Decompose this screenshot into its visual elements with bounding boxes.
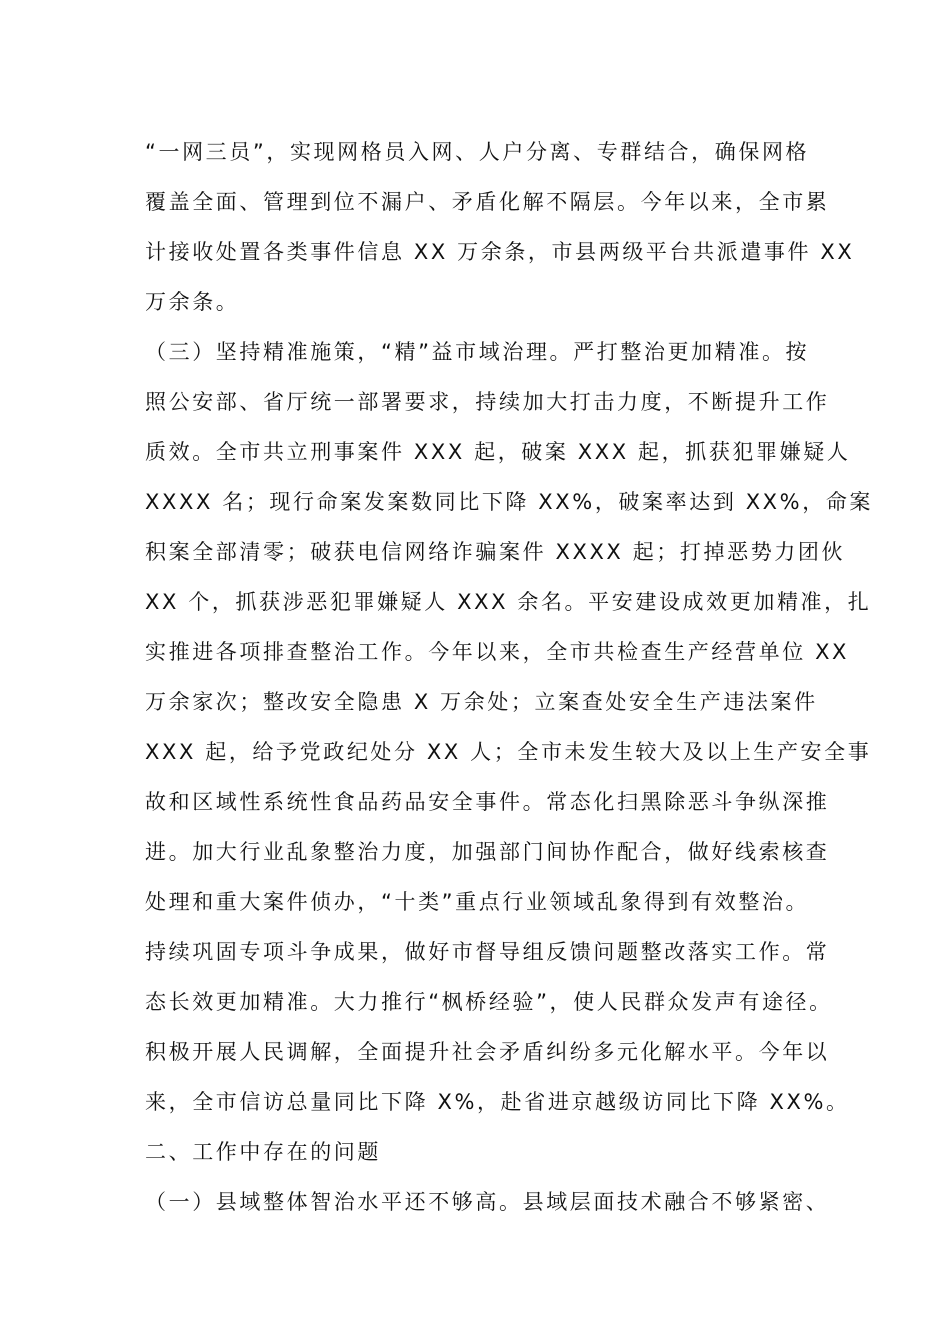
text-line: 计接收处置各类事件信息 XX 万余条，市县两级平台共派遣事件 XX — [145, 240, 855, 264]
text-line: 处理和重大案件侦办，“十类”重点行业领域乱象得到有效整治。 — [145, 890, 810, 914]
text-line: 持续巩固专项斗争成果，做好市督导组反馈问题整改落实工作。常 — [145, 940, 830, 964]
text-line: XXXX 名；现行命案发案数同比下降 XX%，破案率达到 XX%，命案 — [145, 490, 874, 514]
text-line: 万余家次；整改安全隐患 X 万余处；立案查处安全生产违法案件 — [145, 690, 818, 714]
text-line: 照公安部、省厅统一部署要求，持续加大打击力度，不断提升工作 — [145, 390, 830, 414]
text-line: 积案全部清零；破获电信网络诈骗案件 XXXX 起；打掉恶势力团伙 — [145, 540, 846, 564]
text-line: 实推进各项排查整治工作。今年以来，全市共检查生产经营单位 XX — [145, 640, 850, 664]
subsection-heading-1: （一）县域整体智治水平还不够高。县域层面技术融合不够紧密、 — [145, 1190, 830, 1214]
text-line: “一网三员”，实现网格员入网、人户分离、专群结合，确保网格 — [145, 140, 810, 164]
text-line: 来，全市信访总量同比下降 X%，赴省进京越级访同比下降 XX%。 — [145, 1090, 850, 1114]
section-heading-3: （三）坚持精准施策，“精”益市域治理。严打整治更加精准。按 — [145, 340, 810, 364]
text-line: 态长效更加精准。大力推行“枫桥经验”，使人民群众发声有途径。 — [145, 990, 833, 1014]
text-line: 覆盖全面、管理到位不漏户、矛盾化解不隔层。今年以来，全市累 — [145, 190, 830, 214]
text-line: 故和区域性系统性食品药品安全事件。常态化扫黑除恶斗争纵深推 — [145, 790, 830, 814]
section-heading-2: 二、工作中存在的问题 — [145, 1140, 381, 1164]
text-line: 进。加大行业乱象整治力度，加强部门间协作配合，做好线索核查 — [145, 840, 830, 864]
text-line: XXX 起，给予党政纪处分 XX 人；全市未发生较大及以上生产安全事 — [145, 740, 872, 764]
text-line: 质效。全市共立刑事案件 XXX 起，破案 XXX 起，抓获犯罪嫌疑人 — [145, 440, 851, 464]
text-line: XX 个，抓获涉恶犯罪嫌疑人 XXX 余名。平安建设成效更加精准，扎 — [145, 590, 872, 614]
text-line: 万余条。 — [145, 290, 240, 314]
text-line: 积极开展人民调解，全面提升社会矛盾纠纷多元化解水平。今年以 — [145, 1040, 830, 1064]
